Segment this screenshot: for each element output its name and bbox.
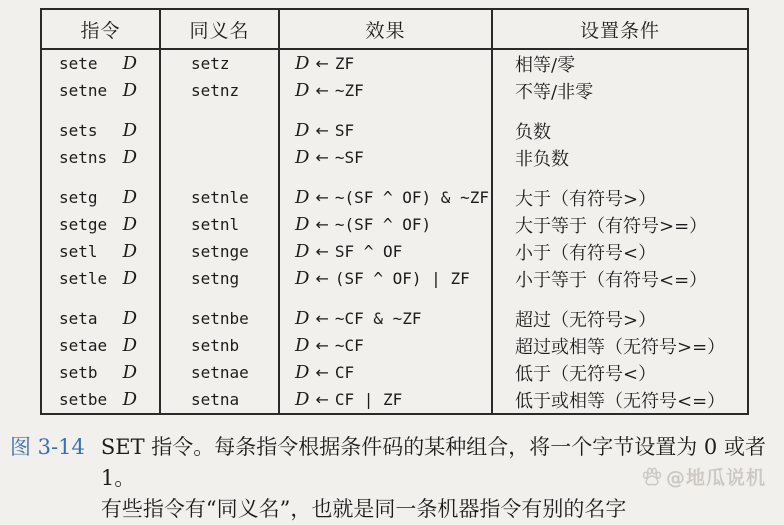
effect-expression: (SF ^ OF) | ZF (334, 269, 470, 288)
assign-arrow: ← (315, 242, 329, 261)
instruction-name: setbe (59, 390, 108, 409)
synonym-cell: setnl (161, 211, 280, 238)
effect-expression: ~CF (334, 336, 364, 355)
effect-cell (280, 305, 493, 332)
synonym-cell: setz (161, 50, 280, 77)
effect-dest: D (295, 214, 310, 235)
group-spacer (280, 171, 493, 184)
instruction-name: setae (59, 336, 108, 355)
operand: D (122, 335, 137, 356)
effect-dest: D (295, 389, 310, 410)
operand: D (122, 241, 137, 262)
baidu-paw-icon (641, 466, 663, 488)
instruction-name: seta (59, 309, 98, 328)
condition-cell: 小于（有符号<） (515, 242, 657, 264)
group-spacer (42, 104, 161, 117)
assign-arrow: ← (315, 54, 329, 73)
effect-expression: CF | ZF (334, 390, 403, 409)
effect-dest: D (295, 308, 310, 329)
synonym-cell: setnb (161, 332, 280, 359)
instruction-cell (42, 332, 161, 359)
instruction-name: setg (59, 188, 98, 207)
condition-cell: 大于等于（有符号>=） (515, 215, 708, 237)
assign-arrow: ← (315, 269, 329, 288)
effect-expression: ~(SF ^ OF) & ~ZF (334, 188, 489, 207)
synonym-cell: setnz (161, 77, 280, 104)
condition-cell: 超过（无符号>） (515, 309, 657, 331)
operand: D (122, 80, 137, 101)
instruction-cell (42, 211, 161, 238)
instruction-name: setge (59, 215, 108, 234)
table-header-row (42, 10, 747, 50)
effect-dest: D (295, 241, 310, 262)
assign-arrow: ← (315, 188, 329, 207)
effect-cell (280, 77, 493, 104)
effect-dest: D (295, 268, 310, 289)
caption-line-2: 有些指令有“同义名”，也就是同一条机器指令有别的名字 (100, 497, 627, 521)
instruction-cell (42, 265, 161, 292)
instruction-cell (42, 144, 161, 171)
instruction-name: sete (59, 54, 98, 73)
assign-arrow: ← (315, 81, 329, 100)
assign-arrow: ← (315, 148, 329, 167)
condition-cell: 低于（无符号<） (515, 363, 657, 385)
group-spacer (42, 292, 161, 305)
condition-cell: 大于（有符号>） (515, 188, 657, 210)
effect-dest: D (295, 80, 310, 101)
assign-arrow: ← (315, 121, 329, 140)
assign-arrow: ← (315, 390, 329, 409)
group-spacer (493, 104, 747, 117)
effect-expression: SF ^ OF (334, 242, 403, 261)
synonym-cell: setnge (161, 238, 280, 265)
effect-expression: ~SF (334, 148, 364, 167)
condition-cell: 相等/零 (515, 54, 576, 76)
operand: D (122, 362, 137, 383)
assign-arrow: ← (315, 309, 329, 328)
effect-cell (280, 359, 493, 386)
instruction-name: sets (59, 121, 98, 140)
condition-cell: 非负数 (515, 148, 569, 170)
group-spacer (493, 292, 747, 305)
caption-line-1: SET 指令。每条指令根据条件码的某种组合，将一个字节设置为 0 或者 1。 (100, 435, 766, 490)
instruction-cell (42, 50, 161, 77)
header-instruction: 指令 (42, 10, 161, 48)
figure-number-label: 图 3-14 (10, 435, 85, 459)
instruction-name: setne (59, 81, 108, 100)
effect-expression: ~ZF (334, 81, 364, 100)
instruction-cell (42, 359, 161, 386)
instruction-cell (42, 305, 161, 332)
instruction-cell (42, 117, 161, 144)
effect-dest: D (295, 120, 310, 141)
instruction-name: setl (59, 242, 98, 261)
group-spacer (161, 292, 280, 305)
group-spacer (161, 104, 280, 117)
instruction-cell (42, 184, 161, 211)
condition-cell: 低于或相等（无符号<=） (515, 390, 726, 412)
effect-expression: ~(SF ^ OF) (334, 215, 432, 234)
synonym-cell: setna (161, 386, 280, 413)
effect-cell (280, 117, 493, 144)
operand: D (122, 308, 137, 329)
effect-expression: ~CF & ~ZF (334, 309, 422, 328)
synonym-cell (161, 117, 280, 144)
effect-cell (280, 265, 493, 292)
table-body (42, 50, 747, 413)
condition-cell: 超过或相等（无符号>=） (515, 336, 726, 358)
group-spacer (280, 104, 493, 117)
effect-dest: D (295, 187, 310, 208)
group-spacer (42, 171, 161, 184)
operand: D (122, 53, 137, 74)
effect-cell (280, 386, 493, 413)
synonym-cell: setnle (161, 184, 280, 211)
condition-cell: 小于等于（有符号<=） (515, 269, 708, 291)
effect-dest: D (295, 362, 310, 383)
assign-arrow: ← (315, 363, 329, 382)
watermark-text: @地瓜说机 (665, 467, 766, 489)
instruction-name: setb (59, 363, 98, 382)
header-synonym: 同义名 (161, 10, 280, 48)
effect-cell (280, 184, 493, 211)
instruction-cell (42, 238, 161, 265)
assign-arrow: ← (315, 215, 329, 234)
condition-cell: 不等/非零 (515, 81, 594, 103)
effect-cell (280, 50, 493, 77)
effect-expression: SF (334, 121, 355, 140)
header-effect: 效果 (280, 10, 493, 48)
operand: D (122, 389, 137, 410)
effect-dest: D (295, 53, 310, 74)
synonym-cell: setnae (161, 359, 280, 386)
operand: D (122, 187, 137, 208)
group-spacer (161, 171, 280, 184)
header-set-condition: 设置条件 (579, 19, 660, 42)
instruction-name: setns (59, 148, 108, 167)
synonym-cell: setnbe (161, 305, 280, 332)
operand: D (122, 268, 137, 289)
operand: D (122, 214, 137, 235)
effect-cell (280, 144, 493, 171)
effect-cell (280, 211, 493, 238)
synonym-cell: setng (161, 265, 280, 292)
effect-dest: D (295, 147, 310, 168)
instruction-cell (42, 77, 161, 104)
instruction-name: setle (59, 269, 108, 288)
instruction-cell (42, 386, 161, 413)
set-instructions-table (40, 8, 749, 415)
effect-expression: ZF (334, 54, 355, 73)
watermark (641, 463, 766, 490)
operand: D (122, 120, 137, 141)
operand: D (122, 147, 137, 168)
effect-dest: D (295, 335, 310, 356)
group-spacer (493, 171, 747, 184)
effect-cell (280, 332, 493, 359)
group-spacer (280, 292, 493, 305)
synonym-cell (161, 144, 280, 171)
effect-expression: CF (334, 363, 355, 382)
condition-cell: 负数 (515, 121, 551, 143)
effect-cell (280, 238, 493, 265)
assign-arrow: ← (315, 336, 329, 355)
